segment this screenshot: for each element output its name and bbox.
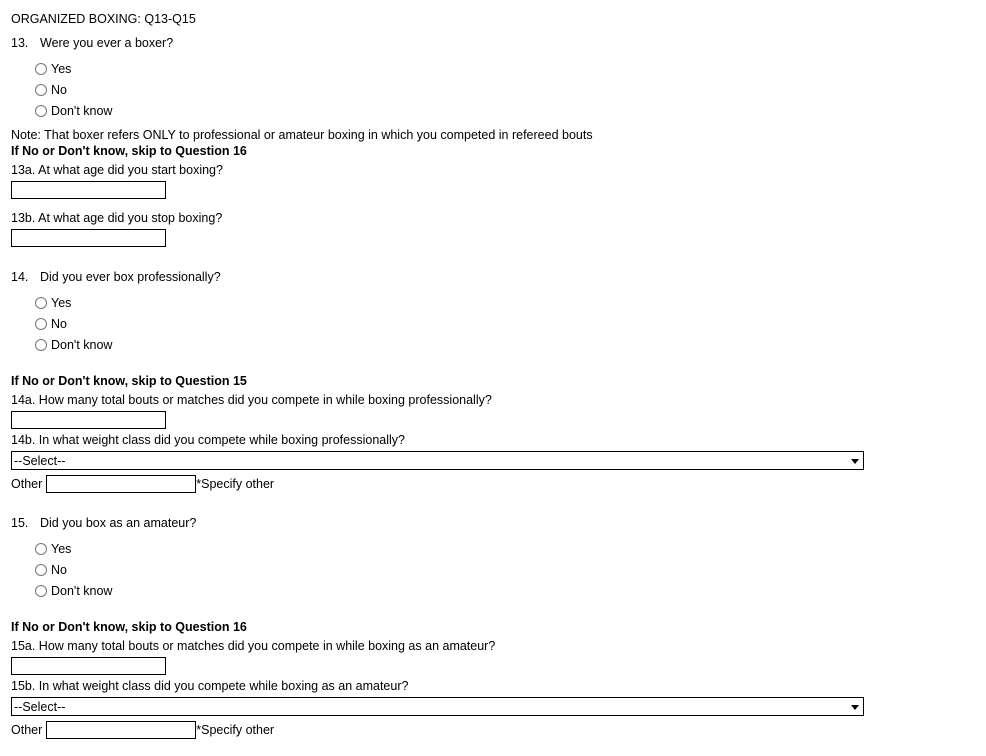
question-14-options — [11, 295, 986, 352]
question-14b-other-label: Other — [11, 477, 43, 491]
question-15-radio-no[interactable] — [35, 564, 47, 576]
question-13a-text: 13a. At what age did you start boxing? — [11, 163, 223, 177]
spacer — [11, 604, 986, 619]
question-15b-other-input[interactable] — [46, 721, 196, 739]
question-15-label-no: No — [51, 562, 67, 577]
question-13-label-dont-know: Don't know — [51, 103, 113, 118]
question-15-label-dont-know: Don't know — [51, 583, 113, 598]
question-14-option-dont-know[interactable] — [11, 337, 986, 352]
question-14-label-no: No — [51, 316, 67, 331]
question-13b-input[interactable] — [11, 229, 166, 247]
spacer — [11, 247, 986, 269]
question-15-number: 15. — [11, 516, 29, 530]
question-13-label-yes: Yes — [51, 61, 72, 76]
question-13-option-no[interactable] — [11, 82, 986, 97]
question-13-note: Note: That boxer refers ONLY to professional or amateur boxing in which you competed in refereed bouts — [11, 128, 593, 142]
question-15a-text: 15a. How many total bouts or matches did you compete in while boxing as an amateur? — [11, 639, 496, 653]
spacer — [11, 358, 986, 373]
question-15-options — [11, 541, 986, 598]
question-14b-specify-note: *Specify other — [196, 477, 275, 491]
question-15b-other-label: Other — [11, 723, 43, 737]
question-14-skip-instruction: If No or Don't know, skip to Question 15 — [11, 374, 247, 388]
question-14-radio-yes[interactable] — [35, 297, 47, 309]
question-15-option-no[interactable] — [11, 562, 986, 577]
question-15b-specify-note: *Specify other — [196, 723, 275, 737]
question-14b-select-wrapper — [11, 451, 864, 470]
question-15-text: Did you box as an amateur? — [40, 516, 197, 530]
question-14-option-yes[interactable] — [11, 295, 986, 310]
spacer — [11, 493, 986, 515]
question-15-label-yes: Yes — [51, 541, 72, 556]
question-13-skip-instruction: If No or Don't know, skip to Question 16 — [11, 144, 247, 158]
question-14-radio-no[interactable] — [35, 318, 47, 330]
question-15b-weight-class-select[interactable] — [11, 697, 864, 716]
question-14b-other-input[interactable] — [46, 475, 196, 493]
question-14-option-no[interactable] — [11, 316, 986, 331]
question-14 — [11, 269, 986, 285]
question-15-radio-dont-know[interactable] — [35, 585, 47, 597]
question-15b-other-row — [11, 721, 986, 739]
question-13-option-yes[interactable] — [11, 61, 986, 76]
section-title: ORGANIZED BOXING: Q13-Q15 — [11, 12, 196, 26]
question-13 — [11, 35, 986, 51]
question-14-number: 14. — [11, 270, 29, 284]
question-13-radio-no[interactable] — [35, 84, 47, 96]
question-15a-input[interactable] — [11, 657, 166, 675]
question-13-number: 13. — [11, 36, 29, 50]
question-13-option-dont-know[interactable] — [11, 103, 986, 118]
question-15b-select-wrapper — [11, 697, 864, 716]
question-15-radio-yes[interactable] — [35, 543, 47, 555]
question-15-skip-instruction: If No or Don't know, skip to Question 16 — [11, 620, 247, 634]
question-14-label-yes: Yes — [51, 295, 72, 310]
question-13a-input[interactable] — [11, 181, 166, 199]
question-14-text: Did you ever box professionally? — [40, 270, 221, 284]
question-13-options — [11, 61, 986, 118]
question-14-label-dont-know: Don't know — [51, 337, 113, 352]
question-15-option-dont-know[interactable] — [11, 583, 986, 598]
question-15-option-yes[interactable] — [11, 541, 986, 556]
question-14b-other-row — [11, 475, 986, 493]
question-13-label-no: No — [51, 82, 67, 97]
question-13-text: Were you ever a boxer? — [40, 36, 174, 50]
question-14a-input[interactable] — [11, 411, 166, 429]
question-14b-text: 14b. In what weight class did you compete while boxing professionally? — [11, 433, 405, 447]
spacer — [11, 199, 986, 207]
question-13b-text: 13b. At what age did you stop boxing? — [11, 211, 223, 225]
question-13-radio-dont-know[interactable] — [35, 105, 47, 117]
question-15b-text: 15b. In what weight class did you compete while boxing as an amateur? — [11, 679, 409, 693]
question-13-radio-yes[interactable] — [35, 63, 47, 75]
question-14a-text: 14a. How many total bouts or matches did you compete in while boxing professionally? — [11, 393, 492, 407]
question-14-radio-dont-know[interactable] — [35, 339, 47, 351]
question-14b-weight-class-select[interactable] — [11, 451, 864, 470]
question-15 — [11, 515, 986, 531]
